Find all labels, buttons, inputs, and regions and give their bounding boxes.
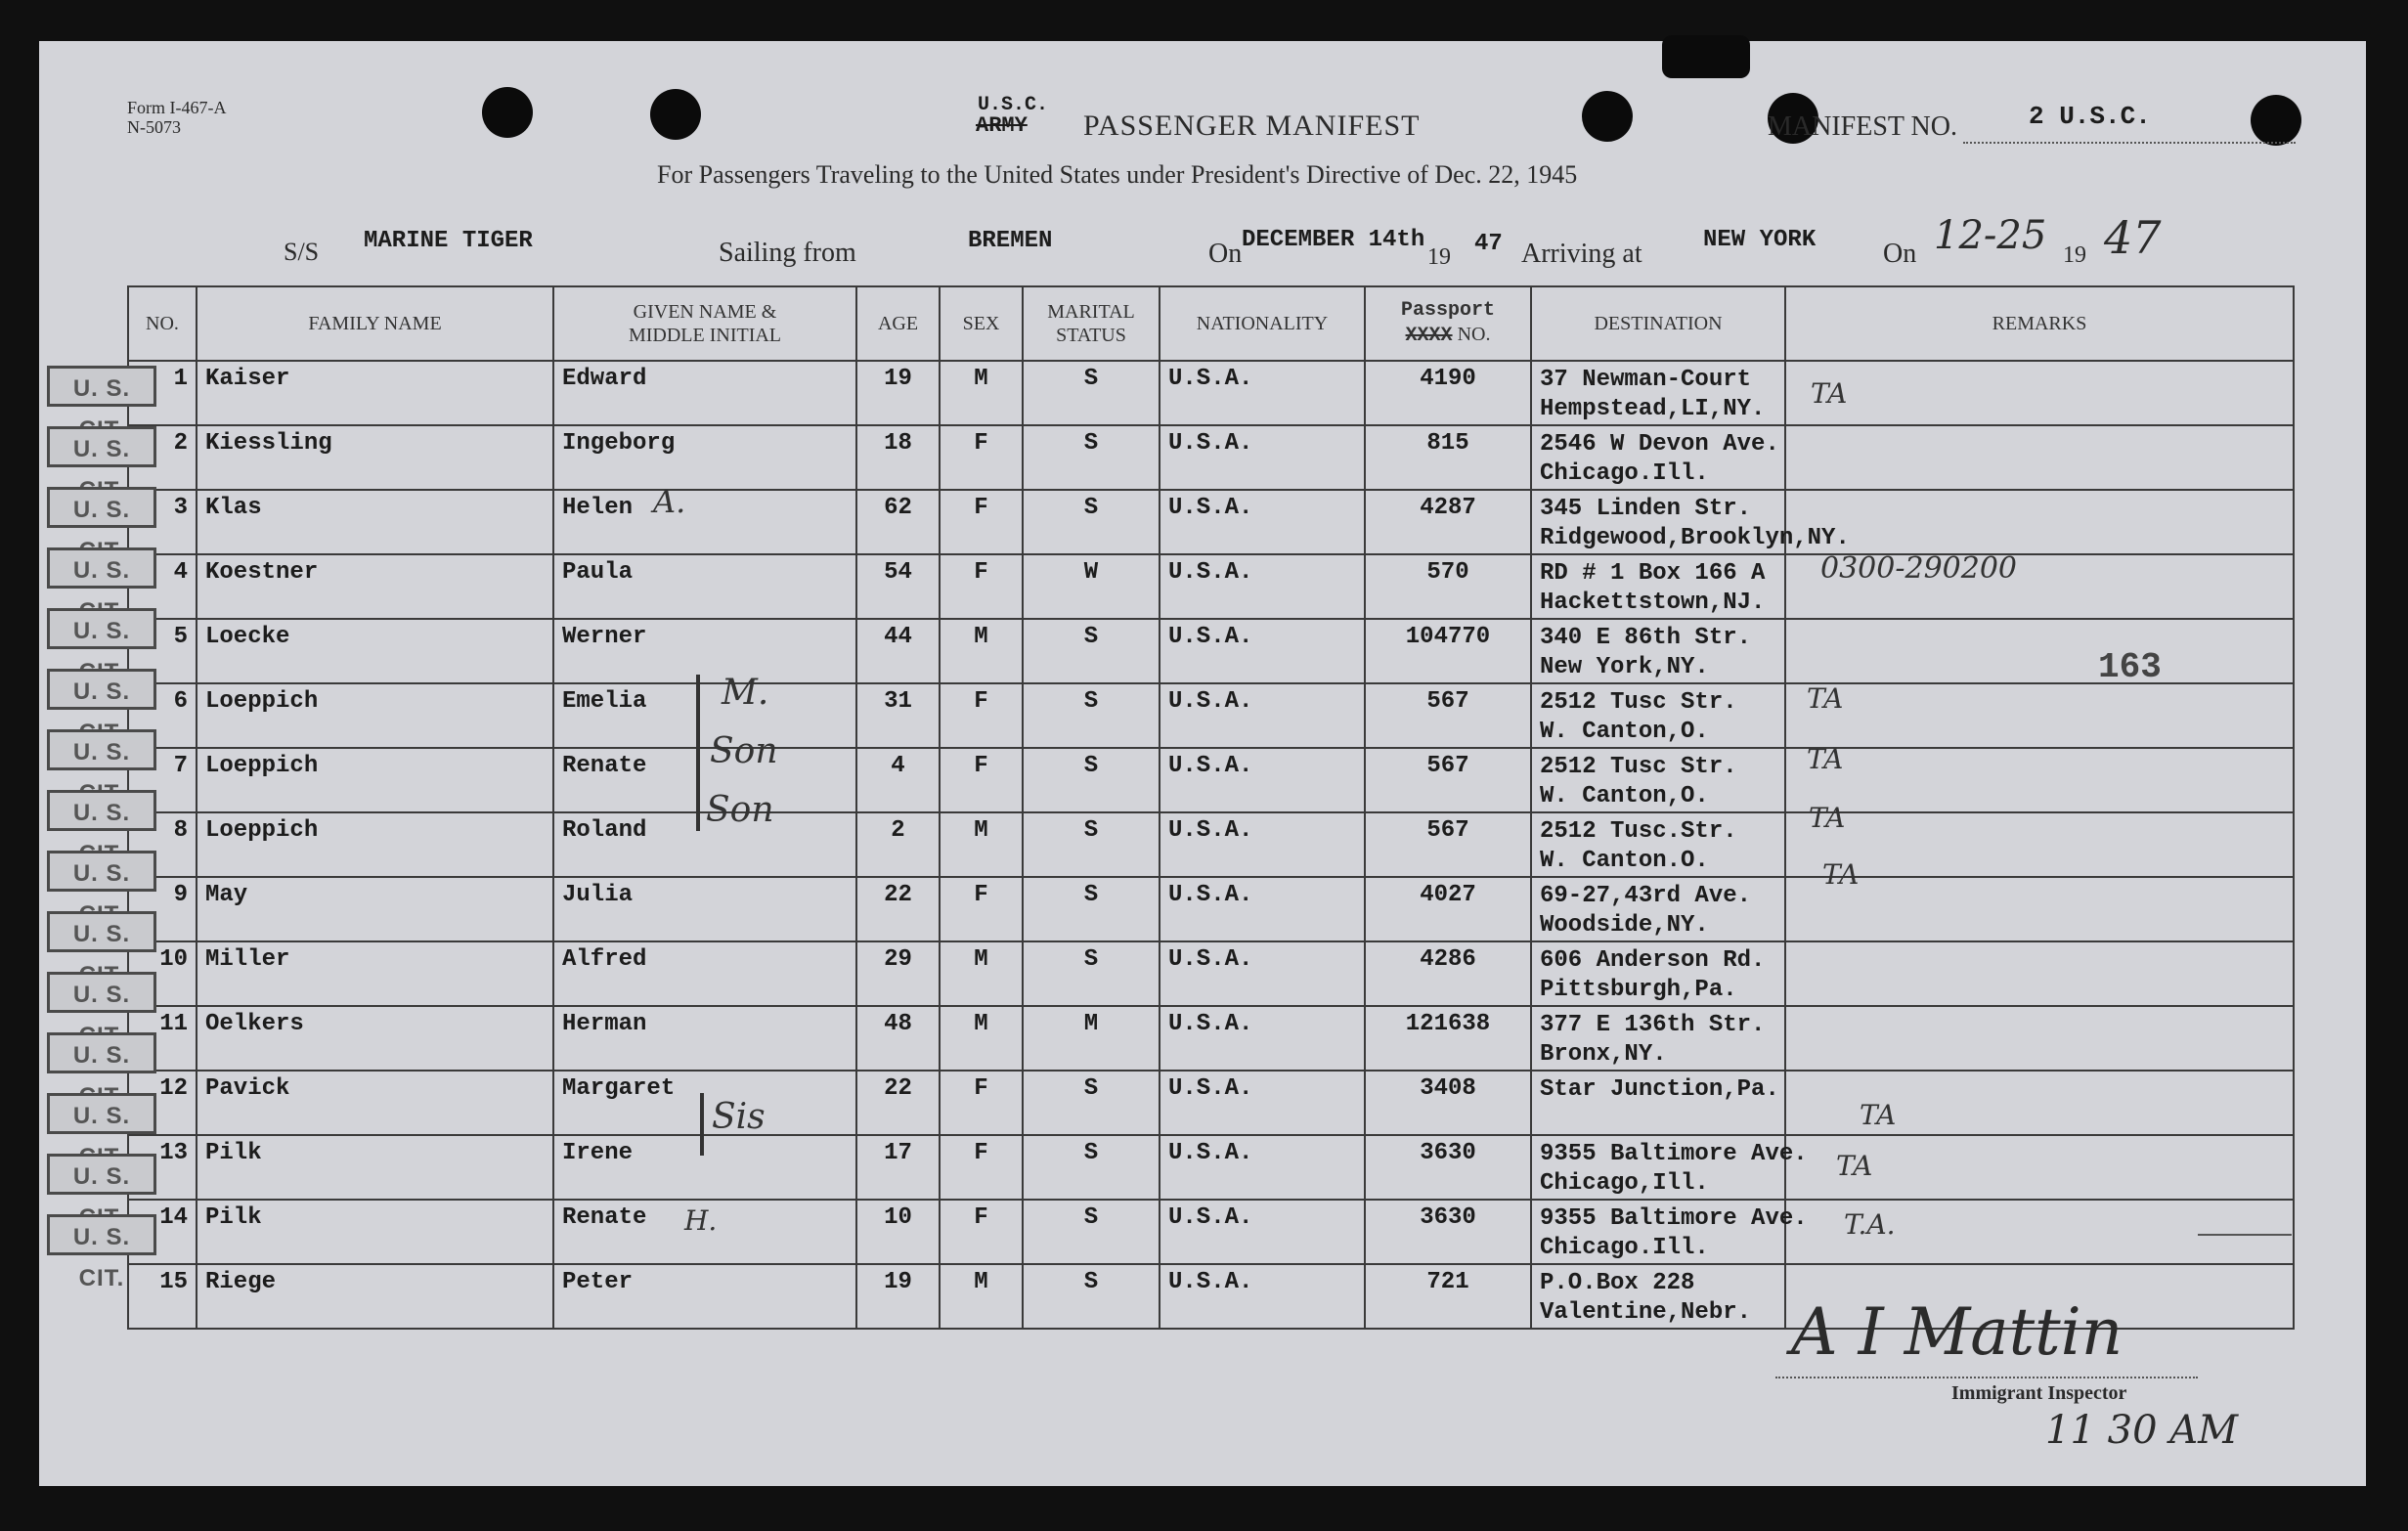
ship-label: S/S [284, 238, 320, 266]
destination-line: Chicago.Ill. [1540, 1235, 1709, 1261]
marital-status: W [1023, 554, 1160, 619]
destination [1531, 490, 1850, 554]
marital-status: S [1023, 1071, 1160, 1135]
passport-no: 570 [1365, 554, 1531, 619]
header-no: NO. [128, 286, 197, 361]
pilk-bracket [700, 1093, 704, 1156]
remarks [1785, 490, 2294, 554]
nationality: U.S.A. [1160, 1006, 1365, 1071]
given-name: Peter [553, 1264, 856, 1329]
row-number: 3 [128, 490, 197, 554]
loeppich-note-m: M. [722, 673, 769, 713]
destination-line: 37 Newman-Court [1540, 367, 1752, 393]
passport-no: 3630 [1365, 1135, 1531, 1200]
nationality: U.S.A. [1160, 490, 1365, 554]
destination [1531, 619, 1785, 683]
inspector-signature: A I Mattin [1791, 1294, 2123, 1370]
marital-status: S [1023, 748, 1160, 812]
nationality: U.S.A. [1160, 425, 1365, 490]
marital-status: S [1023, 1200, 1160, 1264]
remarks-underline [2198, 1234, 2292, 1236]
destination-line: Ridgewood,Brooklyn,NY. [1540, 525, 1850, 551]
us-citizen-stamp: U. S. [47, 1032, 156, 1073]
header-marital-line1: MARITAL [1047, 301, 1135, 323]
ship-name: MARINE TIGER [364, 228, 533, 254]
manifest-no-line [1963, 142, 2296, 144]
destination-line: Star Junction,Pa. [1540, 1076, 1779, 1103]
header-given-name [553, 286, 856, 361]
us-citizen-stamp: U. S. [47, 608, 156, 649]
punch-hole [650, 89, 701, 140]
nationality: U.S.A. [1160, 361, 1365, 425]
remark-ta: TA [1809, 802, 1846, 834]
nationality: U.S.A. [1160, 683, 1365, 748]
destination-line: 2512 Tusc.Str. [1540, 818, 1737, 845]
given-name: Herman [553, 1006, 856, 1071]
passport-no: 4027 [1365, 877, 1531, 941]
given-name: Renate [553, 1200, 856, 1264]
given-name: Roland [553, 812, 856, 877]
nationality: U.S.A. [1160, 619, 1365, 683]
loeppich-note-son-2: Son [706, 790, 774, 830]
header-marital-status [1023, 286, 1160, 361]
table-header-row [128, 286, 2294, 361]
middle-initial-riege: H. [684, 1204, 718, 1237]
row-number: 11 [128, 1006, 197, 1071]
remarks [1785, 619, 2294, 683]
nationality: U.S.A. [1160, 941, 1365, 1006]
table-row [128, 361, 2294, 425]
family-name: Loeppich [197, 812, 553, 877]
destination-line: Chicago,Ill. [1540, 1170, 1709, 1197]
table-row [128, 1135, 2294, 1200]
destination-line: 2512 Tusc Str. [1540, 689, 1737, 716]
header-family-name: FAMILY NAME [197, 286, 553, 361]
destination-line: 2512 Tusc Str. [1540, 754, 1737, 780]
family-name: Klas [197, 490, 553, 554]
family-name: Miller [197, 941, 553, 1006]
family-name: Pavick [197, 1071, 553, 1135]
us-citizen-stamp: U. S. [47, 669, 156, 710]
age: 10 [856, 1200, 940, 1264]
family-name: Loeppich [197, 683, 553, 748]
form-subtitle: For Passengers Traveling to the United States under President's Directive of Dec. 22, 1945 [657, 160, 1578, 189]
marital-status: S [1023, 1264, 1160, 1329]
arriving-label: Arriving at [1521, 239, 1642, 269]
passport-no: 4287 [1365, 490, 1531, 554]
nationality: U.S.A. [1160, 877, 1365, 941]
destination [1531, 425, 1785, 490]
destination [1531, 554, 1785, 619]
age: 22 [856, 1071, 940, 1135]
marital-status: S [1023, 361, 1160, 425]
marital-status: S [1023, 683, 1160, 748]
page-number: 163 [2098, 647, 2162, 687]
remarks [1785, 425, 2294, 490]
destination-line: Chicago.Ill. [1540, 460, 1709, 487]
age: 54 [856, 554, 940, 619]
passport-no: 104770 [1365, 619, 1531, 683]
remarks [1785, 361, 2294, 425]
us-citizen-stamp: U. S. [47, 366, 156, 407]
given-name: Irene [553, 1135, 856, 1200]
table-row [128, 490, 2294, 554]
row-number: 13 [128, 1135, 197, 1200]
destination-line: 340 E 86th Str. [1540, 625, 1752, 651]
nationality: U.S.A. [1160, 812, 1365, 877]
sailing-from: BREMEN [968, 228, 1053, 254]
header-given-line1: GIVEN NAME & [633, 301, 777, 323]
destination-line: RD # 1 Box 166 A [1540, 560, 1766, 587]
nationality: U.S.A. [1160, 748, 1365, 812]
destination-line: W. Canton,O. [1540, 719, 1709, 745]
pilk-note: Sis [712, 1097, 766, 1137]
arrival-time: 11 30 AM [2045, 1408, 2239, 1453]
nationality: U.S.A. [1160, 1071, 1365, 1135]
header-remarks: REMARKS [1785, 286, 2294, 361]
sailing-date: DECEMBER 14th [1242, 227, 1425, 253]
destination-line: Hempstead,LI,NY. [1540, 396, 1766, 422]
sailing-year: 47 [1474, 231, 1503, 257]
destination-line: Valentine,Nebr. [1540, 1299, 1752, 1326]
title-overwrite: U.S.C. [978, 94, 1049, 116]
row-number: 14 [128, 1200, 197, 1264]
us-citizen-stamp: U. S. [47, 426, 156, 467]
family-name: Loecke [197, 619, 553, 683]
row-number: 1 [128, 361, 197, 425]
marital-status: S [1023, 1135, 1160, 1200]
nationality: U.S.A. [1160, 554, 1365, 619]
sex: M [940, 619, 1023, 683]
sailing-year-prefix: 19 [1427, 244, 1451, 270]
title-struck-word: ARMY [976, 113, 1028, 138]
header-given-line2: MIDDLE INITIAL [628, 325, 782, 346]
table-row [128, 877, 2294, 941]
punch-hole [2251, 95, 2301, 146]
manifest-no-label: MANIFEST NO. [1768, 111, 1957, 142]
age: 4 [856, 748, 940, 812]
age: 2 [856, 812, 940, 877]
remarks [1785, 941, 2294, 1006]
age: 31 [856, 683, 940, 748]
destination [1531, 1135, 1808, 1200]
passport-no: 4190 [1365, 361, 1531, 425]
nationality: U.S.A. [1160, 1135, 1365, 1200]
destination [1531, 1006, 1785, 1071]
arrival-date: 12-25 [1934, 213, 2047, 258]
passport-no: 4286 [1365, 941, 1531, 1006]
row-number: 15 [128, 1264, 197, 1329]
sex: M [940, 812, 1023, 877]
sex: F [940, 1200, 1023, 1264]
table-row [128, 1006, 2294, 1071]
sex: F [940, 425, 1023, 490]
loeppich-note-son-1: Son [710, 731, 778, 771]
punch-hole [1662, 35, 1750, 78]
manifest-no: 2 U.S.C. [2029, 102, 2151, 131]
marital-status: M [1023, 1006, 1160, 1071]
marital-status: S [1023, 941, 1160, 1006]
row-number: 9 [128, 877, 197, 941]
passport-no: 3408 [1365, 1071, 1531, 1135]
marital-status: S [1023, 425, 1160, 490]
header-nationality: NATIONALITY [1160, 286, 1365, 361]
remark-ta: TA [1860, 1099, 1897, 1131]
table-row [128, 812, 2294, 877]
table-row [128, 748, 2294, 812]
arrival-year: 47 [2104, 211, 2162, 264]
destination [1531, 877, 1785, 941]
arriving-at: NEW YORK [1703, 227, 1817, 253]
family-name: Riege [197, 1264, 553, 1329]
destination [1531, 941, 1785, 1006]
destination-line: 9355 Baltimore Ave. [1540, 1205, 1808, 1232]
row-number: 6 [128, 683, 197, 748]
destination-line: 377 E 136th Str. [1540, 1012, 1766, 1038]
passport-no: 721 [1365, 1264, 1531, 1329]
row-number: 7 [128, 748, 197, 812]
family-name: Koestner [197, 554, 553, 619]
nationality: U.S.A. [1160, 1264, 1365, 1329]
header-passport-struck: XXXX [1405, 325, 1453, 347]
us-citizen-stamp: U. S. [47, 547, 156, 589]
header-sex: SEX [940, 286, 1023, 361]
age: 19 [856, 1264, 940, 1329]
age: 62 [856, 490, 940, 554]
destination-line: W. Canton.O. [1540, 848, 1709, 874]
arrival-year-prefix: 19 [2063, 242, 2086, 268]
marital-status: S [1023, 619, 1160, 683]
us-citizen-stamp: U. S. [47, 1093, 156, 1134]
loeppich-bracket [696, 675, 700, 831]
remark-ta: TA [1807, 743, 1844, 775]
given-name: Paula [553, 554, 856, 619]
destination-line: Woodside,NY. [1540, 912, 1709, 939]
us-citizen-stamp: U. S. [47, 851, 156, 892]
given-name: Edward [553, 361, 856, 425]
family-name: Kiessling [197, 425, 553, 490]
remark-ta: T.A. [1844, 1208, 1896, 1241]
destination-line: 69-27,43rd Ave. [1540, 883, 1752, 909]
sailing-on-label: On [1208, 239, 1243, 269]
family-name: Loeppich [197, 748, 553, 812]
remark-ta: TA [1822, 858, 1860, 891]
family-name: Oelkers [197, 1006, 553, 1071]
age: 18 [856, 425, 940, 490]
inspector-title: Immigrant Inspector [1951, 1382, 2127, 1404]
sex: F [940, 683, 1023, 748]
destination-line: 9355 Baltimore Ave. [1540, 1141, 1808, 1167]
passport-no: 567 [1365, 812, 1531, 877]
row-number: 8 [128, 812, 197, 877]
sex: F [940, 490, 1023, 554]
punch-hole [1582, 91, 1633, 142]
destination [1531, 361, 1785, 425]
us-citizen-stamp: U. S. [47, 487, 156, 528]
remark-ta: TA [1811, 377, 1848, 410]
given-name: Ingeborg [553, 425, 856, 490]
sex: M [940, 941, 1023, 1006]
destination [1531, 1264, 1785, 1329]
arrival-on-label: On [1883, 239, 1917, 269]
destination-line: Hackettstown,NJ. [1540, 590, 1766, 616]
row-number: 5 [128, 619, 197, 683]
age: 19 [856, 361, 940, 425]
family-name: Pilk [197, 1135, 553, 1200]
sex: F [940, 748, 1023, 812]
header-passport-no [1365, 286, 1531, 361]
remarks [1785, 748, 2294, 812]
account-code: 0300-290200 [1820, 551, 2018, 586]
remarks [1785, 812, 2294, 877]
destination [1531, 1071, 1785, 1135]
row-number: 2 [128, 425, 197, 490]
age: 17 [856, 1135, 940, 1200]
sailing-label: Sailing from [719, 238, 856, 268]
header-marital-line2: STATUS [1056, 325, 1126, 346]
given-name: Alfred [553, 941, 856, 1006]
destination-line: 606 Anderson Rd. [1540, 947, 1766, 974]
header-age: AGE [856, 286, 940, 361]
destination [1531, 812, 1785, 877]
given-name: Julia [553, 877, 856, 941]
table-row [128, 1071, 2294, 1135]
header-passport-overwrite: Passport [1400, 299, 1495, 322]
sex: F [940, 1135, 1023, 1200]
family-name: Kaiser [197, 361, 553, 425]
passport-no: 567 [1365, 683, 1531, 748]
given-name: Werner [553, 619, 856, 683]
sex: M [940, 1006, 1023, 1071]
destination-line: 2546 W Devon Ave. [1540, 431, 1779, 458]
us-citizen-stamp: U. S. [47, 911, 156, 952]
destination-line: 345 Linden Str. [1540, 496, 1752, 522]
remark-ta: TA [1836, 1150, 1873, 1182]
sex: F [940, 1071, 1023, 1135]
passport-no: 567 [1365, 748, 1531, 812]
given-name: Emelia [553, 683, 856, 748]
marital-status: S [1023, 812, 1160, 877]
form-title: PASSENGER MANIFEST [1083, 109, 1421, 142]
nationality: U.S.A. [1160, 1200, 1365, 1264]
remarks [1785, 877, 2294, 941]
age: 48 [856, 1006, 940, 1071]
destination-line: Bronx,NY. [1540, 1041, 1667, 1068]
us-citizen-stamp: U. S. [47, 1154, 156, 1195]
destination [1531, 748, 1785, 812]
destination [1531, 683, 1785, 748]
sex: F [940, 877, 1023, 941]
marital-status: S [1023, 877, 1160, 941]
age: 29 [856, 941, 940, 1006]
destination-line: New York,NY. [1540, 654, 1709, 680]
us-citizen-stamp: U. S. CIT. [47, 1214, 156, 1255]
middle-initial-klas: A. [653, 483, 686, 520]
us-citizen-stamp: U. S. [47, 972, 156, 1013]
table-row [128, 941, 2294, 1006]
form-number: Form I-467-A [127, 98, 227, 117]
us-citizen-stamp: U. S. [47, 790, 156, 831]
punch-hole [482, 87, 533, 138]
passport-no: 3630 [1365, 1200, 1531, 1264]
header-destination: DESTINATION [1531, 286, 1785, 361]
us-citizen-stamp: U. S. [47, 729, 156, 770]
age: 44 [856, 619, 940, 683]
given-name: Margaret [553, 1071, 856, 1135]
family-name: Pilk [197, 1200, 553, 1264]
age: 22 [856, 877, 940, 941]
table-row [128, 683, 2294, 748]
row-number: 10 [128, 941, 197, 1006]
row-number: 12 [128, 1071, 197, 1135]
family-name: May [197, 877, 553, 941]
remark-ta: TA [1807, 682, 1844, 715]
given-name: Renate [553, 748, 856, 812]
remarks [1785, 1006, 2294, 1071]
sex: F [940, 554, 1023, 619]
header-passport-no-label: NO. [1457, 324, 1491, 345]
table-row [128, 619, 2294, 683]
passenger-table [127, 285, 2295, 1330]
signature-line [1775, 1377, 2198, 1378]
sex: M [940, 1264, 1023, 1329]
destination [1531, 1200, 1808, 1264]
destination-line: W. Canton,O. [1540, 783, 1709, 809]
form-code: N-5073 [127, 117, 181, 137]
given-name: Helen [553, 490, 856, 554]
remarks [1785, 683, 2294, 748]
passport-no: 815 [1365, 425, 1531, 490]
sex: M [940, 361, 1023, 425]
table-row [128, 1200, 2294, 1264]
table-row [128, 425, 2294, 490]
row-number: 4 [128, 554, 197, 619]
destination-line: P.O.Box 228 [1540, 1270, 1695, 1296]
marital-status: S [1023, 490, 1160, 554]
passport-no: 121638 [1365, 1006, 1531, 1071]
destination-line: Pittsburgh,Pa. [1540, 977, 1737, 1003]
